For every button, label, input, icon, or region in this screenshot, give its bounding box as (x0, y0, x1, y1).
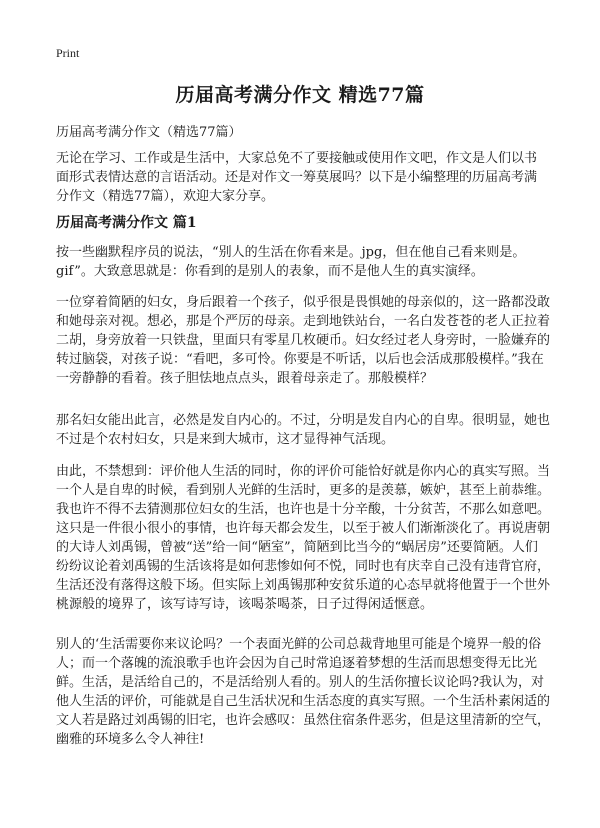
paragraph-4: 由此，不禁想到：评价他人生活的同时，你的评价可能恰好就是你内心的真实写照。当一个人是自卑的时候，看到别人光鲜的生活时，更多的是羡慕，嫉妒，甚至上前恭维。我也许不得不去猜测那位妇女的生活，也许也是十分辛酸，十分贫苦，不那么如意吧。这只是一件很小很小的事情，也许每天都会发生，以至于被人们渐渐淡化了。再说唐朝的大诗人刘禹锡，曾被“送”给一间“陋室”，简陋到比当今的“蜗居房”还要简陋。人们纷纷议论着刘禹锡的生活该将是如何悲惨如何不悦，同时也有庆幸自己没有违背官府，生活还没有落得这般下场。但实际上刘禹锡那种安贫乐道的心态早就将他置于一个世外桃源般的境界了，该写诗写诗，该喝茶喝茶，日子过得闲适惬意。 (56, 464, 551, 612)
print-link[interactable]: Print (56, 46, 80, 60)
paragraph-2: 一位穿着简陋的妇女，身后跟着一个孩子，似乎很是畏惧她的母亲似的，这一路都没敢和她母亲对视。想必，那是个严厉的母亲。走到地铁站台，一名白发苍苍的老人正拉着二胡，身旁放着一只铁盘，里面只有零星几枚硬币。妇女经过老人身旁时，一脸嫌弃的转过脑袋，对孩子说：“看吧，多可怜。你要是不听话，以后也会活成那般模样。”我在一旁静静的看着。孩子胆怯地点点头，跟着母亲走了。那般模样？ (56, 295, 551, 386)
document-subtitle: 历届高考满分作文（精选77篇） (56, 125, 242, 140)
page-title: 历届高考满分作文 精选77篇 (175, 84, 425, 106)
intro-paragraph: 无论在学习、工作或是生活中，大家总免不了要接触或使用作文吧，作文是人们以书面形式表情达意的言语活动。还是对作文一筹莫展吗？以下是小编整理的历届高考满分作文（精选77篇），欢迎大家分享。 (56, 151, 538, 204)
paragraph-5: 别人的‘生活需要你来议论吗？一个表面光鲜的公司总裁背地里可能是个境界一般的俗人；而一个落魄的流浪歌手也许会因为自己时常追逐着梦想的生活而思想变得无比光鲜。生活，是活给自己的，不是活给别人看的。别人的生活你擅长议论吗?我认为，对他人生活的评价，可能就是自己生活状况和生活态度的真实写照。一个生活朴素闲适的文人若是路过刘禹锡的旧宅，也许会感叹：虽然住宿条件恶劣，但是这里清新的空气，幽雅的环境多么令人神往! (56, 637, 551, 747)
section-heading: 历届高考满分作文 篇1 (56, 215, 197, 231)
paragraph-3: 那名妇女能出此言，必然是发自内心的。不过，分明是发自内心的自卑。很明显，她也不过是个农村妇女，只是来到大城市，这才显得神气活现。 (56, 413, 551, 447)
paragraph-1: 按一些幽默程序员的说法，“别人的生活在你看来是。jpg，但在他自己看来则是。gif”。大致意思就是：你看到的是别人的表象，而不是他人生的真实演绎。 (56, 245, 526, 279)
